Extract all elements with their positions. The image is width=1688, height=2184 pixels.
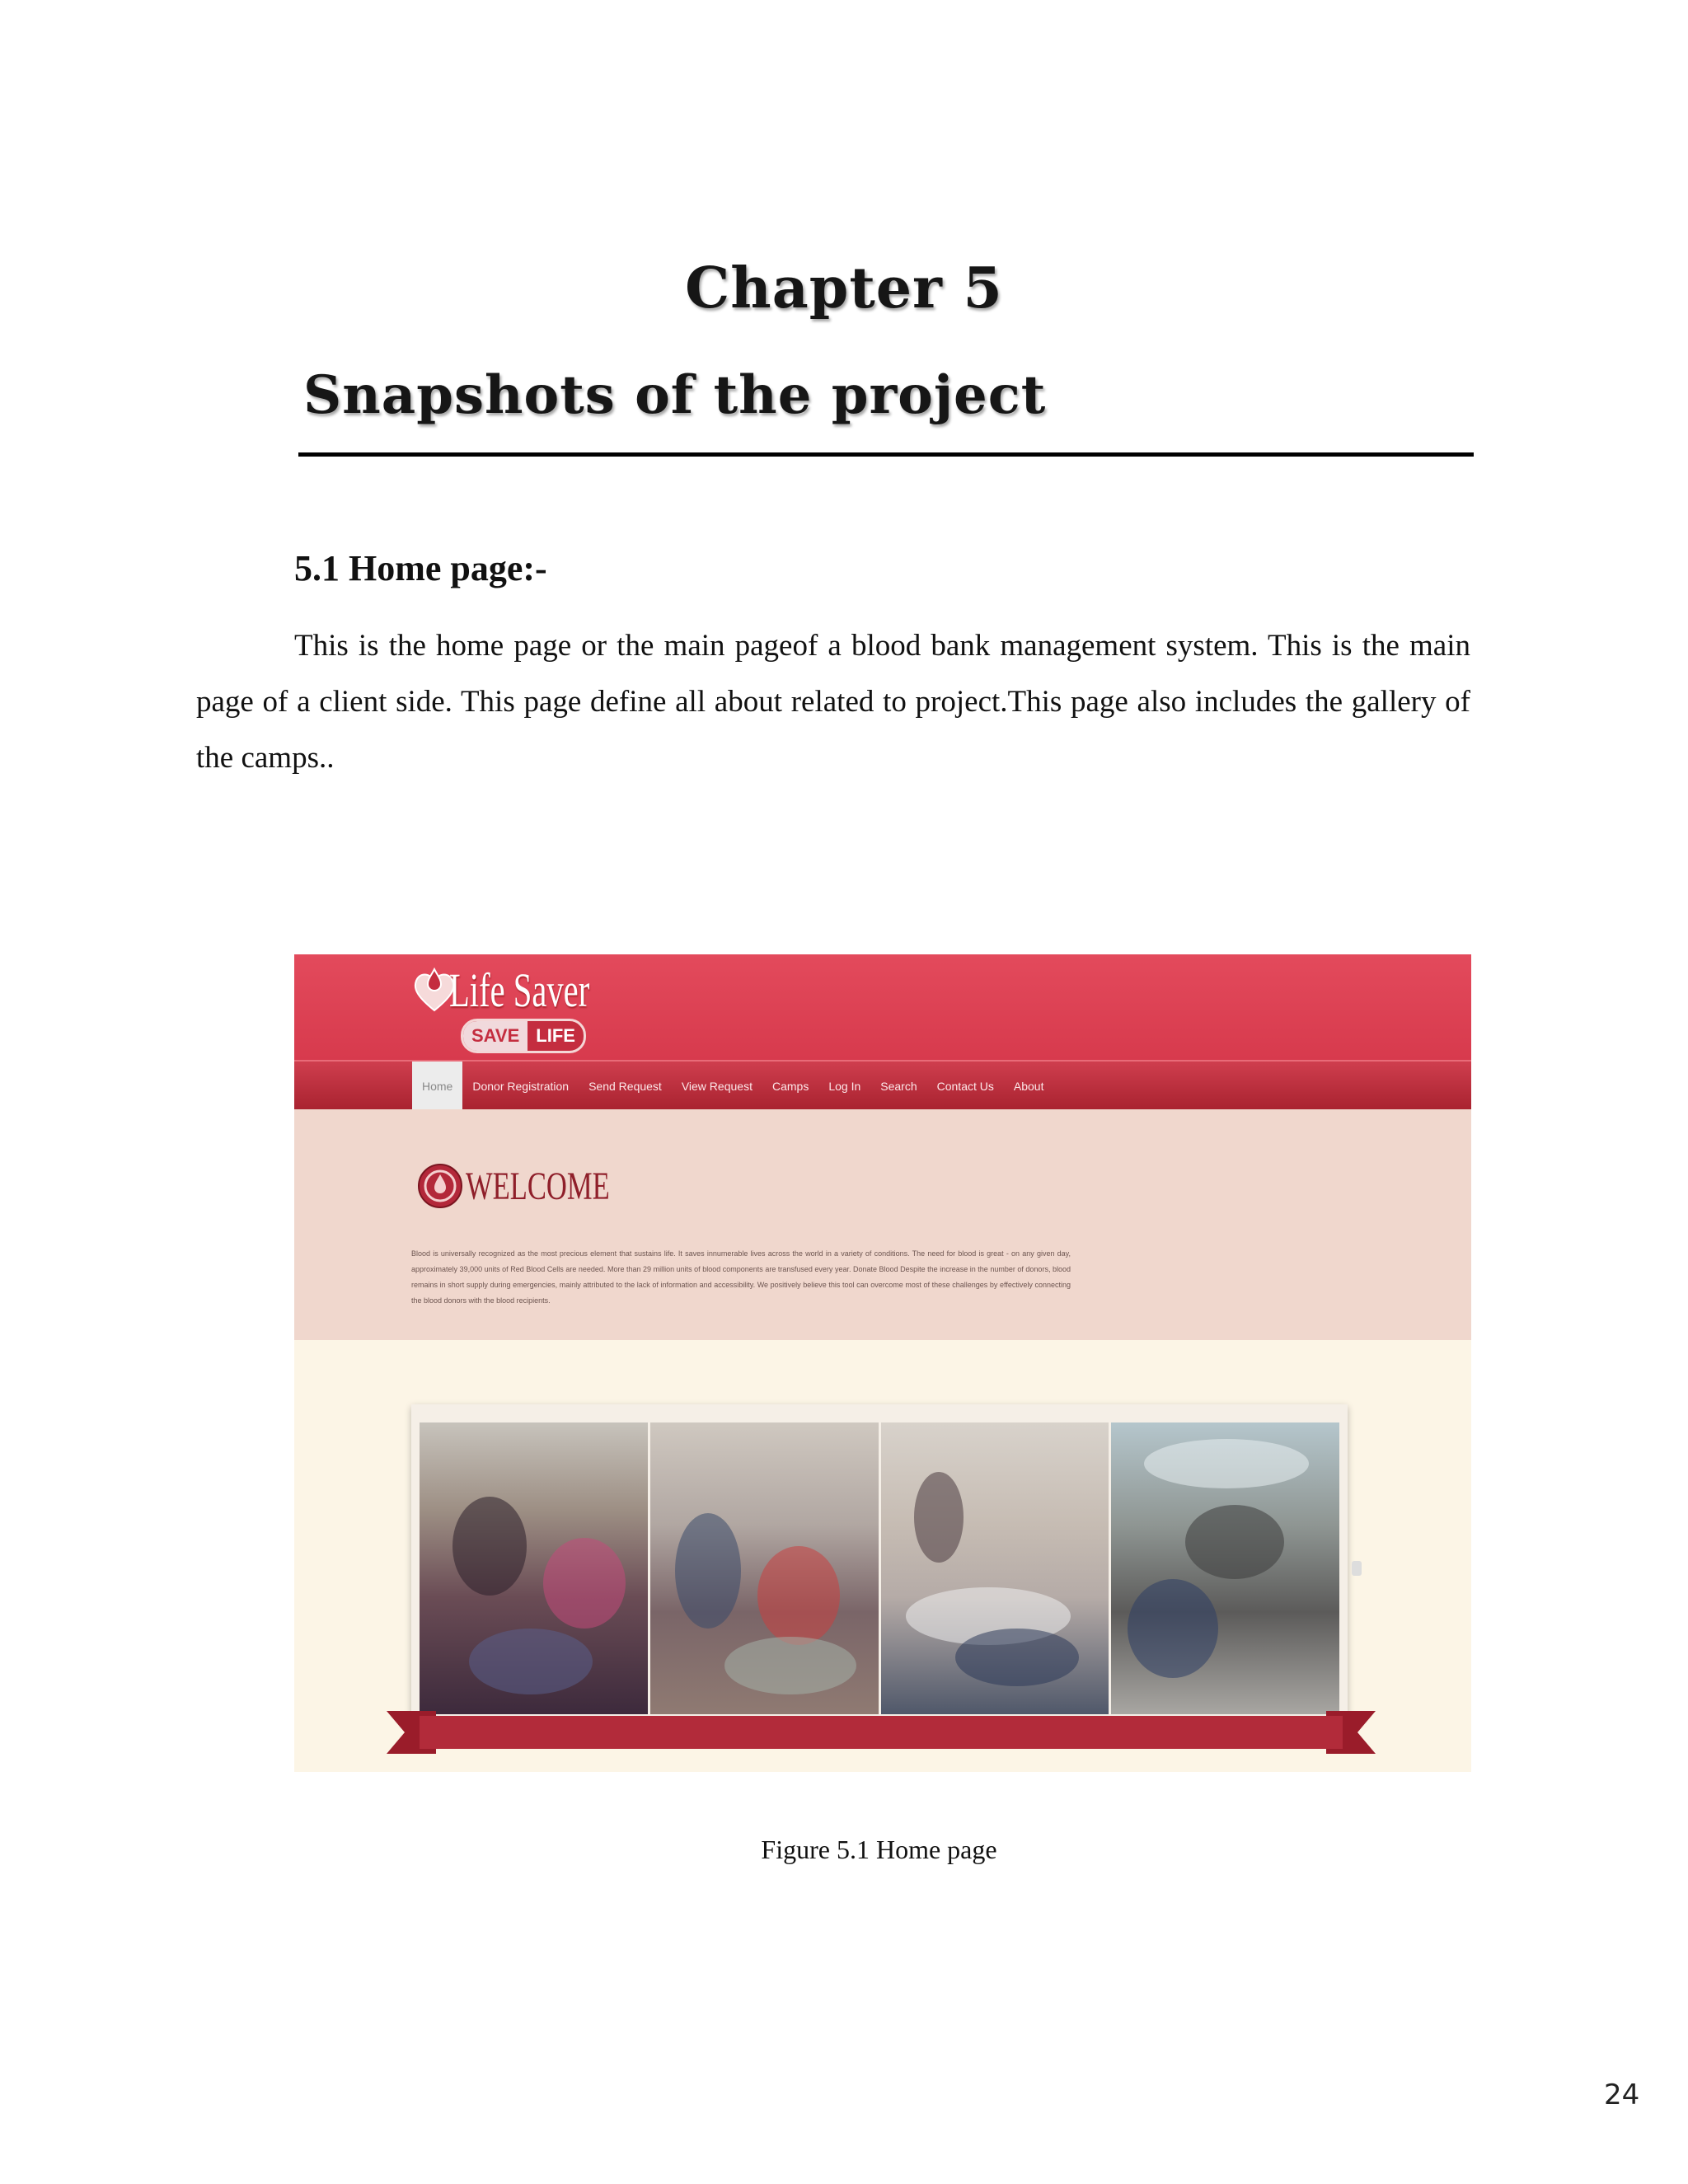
camp-photo — [420, 1422, 650, 1714]
camp-gallery-section — [294, 1340, 1471, 1772]
chapter-subtitle: Snapshots of the project — [303, 364, 1047, 426]
blood-drop-emblem-icon — [416, 1162, 464, 1210]
nav-item-contact-us[interactable]: Contact Us — [936, 1080, 994, 1093]
camp-photo — [1111, 1422, 1339, 1714]
chapter-divider — [298, 452, 1474, 457]
gallery-photos — [420, 1422, 1339, 1714]
site-header — [294, 954, 1471, 1060]
decorative-ribbon — [387, 1711, 1376, 1754]
nav-item-log-in[interactable]: Log In — [828, 1080, 861, 1093]
nav-item-search[interactable]: Search — [880, 1080, 917, 1093]
badge-save-text: SAVE — [463, 1021, 528, 1051]
gallery-slider — [411, 1404, 1348, 1726]
save-life-badge — [461, 1019, 586, 1053]
home-page-screenshot — [294, 954, 1471, 1772]
figure-caption: Figure 5.1 Home page — [761, 1835, 997, 1864]
welcome-heading: WELCOME — [466, 1165, 610, 1208]
welcome-body-text: Blood is universally recognized as the most precious element that sustains life. It saves innumerable lives across the world in a variety of conditions. The need for blood is great - on any given day, approximately 39,000 units of Red Blood Cells are needed. More than 29 million units of blood components are transfused every year. Donate Blood Despite the increase in the number of donors, blood remains in short supply during emergencies, mainly attributed to the lack of information and accessibility. We positively believe this tool can overcome most of these challenges by effectively connecting the blood donors with the blood recipients. — [411, 1249, 1071, 1305]
section-paragraph: This is the home page or the main pageof a blood bank management system. This is the main page of a client side. This page define all about related to project.This page also includes the gallery of the camps.. — [196, 629, 1470, 775]
nav-item-camps[interactable]: Camps — [771, 1080, 809, 1093]
nav-item-home[interactable]: Home — [412, 1062, 462, 1111]
badge-life-text: LIFE — [536, 1025, 575, 1046]
nav-item-view-request[interactable]: View Request — [681, 1080, 753, 1093]
section-heading: 5.1 Home page:- — [294, 548, 547, 588]
site-nav-list — [412, 1062, 1053, 1111]
nav-item-about[interactable]: About — [1013, 1080, 1044, 1093]
chapter-title: Chapter 5 — [685, 255, 1003, 321]
camp-photo — [881, 1422, 1112, 1714]
camp-photo — [650, 1422, 881, 1714]
slider-next-arrow[interactable] — [1352, 1561, 1362, 1576]
site-logo-title: Life Saver — [449, 963, 590, 1017]
page-number: 24 — [1604, 2079, 1640, 2111]
nav-item-donor-registration[interactable]: Donor Registration — [472, 1080, 570, 1093]
nav-item-send-request[interactable]: Send Request — [588, 1080, 662, 1093]
welcome-section — [294, 1109, 1471, 1340]
site-nav-bar — [294, 1060, 1471, 1111]
